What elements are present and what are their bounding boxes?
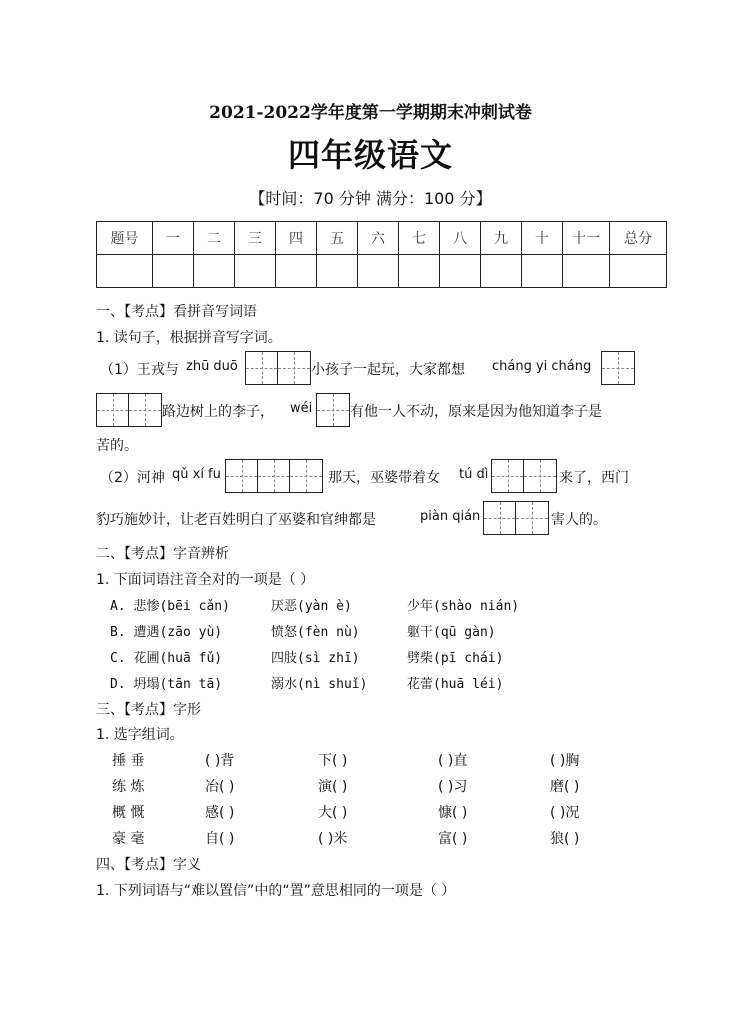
time-score-line: 【时间：70 分钟 满分：100 分】 <box>249 189 492 208</box>
passage2-text-e: 害人的。 <box>551 512 607 528</box>
pinyin-quxifu: qǔ xí fu <box>172 467 221 482</box>
score-cell[interactable] <box>610 255 667 288</box>
score-cell[interactable] <box>440 255 481 288</box>
char-pair: 捶 垂 <box>112 753 145 769</box>
word-blank[interactable]: ( )直 <box>438 753 468 769</box>
answer-cell[interactable] <box>484 502 516 534</box>
word-blank[interactable]: 狼( ) <box>550 831 580 847</box>
option-b-word2: 愤怒(fèn nù) <box>271 625 360 640</box>
score-cell[interactable] <box>399 255 440 288</box>
word-blank[interactable]: 慷( ) <box>438 805 468 821</box>
answer-grid-pianqian[interactable] <box>483 501 549 535</box>
char-pair: 豪 毫 <box>112 831 145 847</box>
answer-grid-zhuduo[interactable] <box>245 351 311 385</box>
option-d[interactable]: D. 坍塌(tān tā) <box>110 677 223 692</box>
score-cell[interactable] <box>276 255 317 288</box>
score-col-header: 二 <box>194 222 235 255</box>
word-blank[interactable]: 磨( ) <box>550 779 580 795</box>
pinyin-wei: wéi <box>290 401 313 416</box>
option-a-word3: 少年(shào nián) <box>407 599 520 614</box>
score-cell[interactable] <box>235 255 276 288</box>
answer-cell[interactable] <box>524 460 556 492</box>
passage1-text-d: 有他一人不动，原来是因为他知道李子是 <box>350 404 602 420</box>
answer-grid-changyichang-1[interactable] <box>601 351 635 385</box>
answer-cell[interactable] <box>602 352 634 384</box>
section3-question: 1. 选字组词。 <box>96 727 184 743</box>
word-blank[interactable]: 下( ) <box>318 753 348 769</box>
section2-question: 1. 下面词语注音全对的一项是（ ） <box>96 572 315 588</box>
option-d-word2: 溺水(nì shuǐ) <box>271 677 368 692</box>
answer-cell[interactable] <box>258 460 290 492</box>
option-b-word3: 躯干(qū gàn) <box>407 625 496 640</box>
pinyin-changyichang: cháng yi cháng <box>492 359 592 374</box>
score-cell[interactable] <box>481 255 522 288</box>
passage2-text-b: 那天，巫婆带着女 <box>328 470 440 486</box>
score-col-header: 三 <box>235 222 276 255</box>
answer-grid-tudi[interactable] <box>491 459 557 493</box>
answer-cell[interactable] <box>129 394 161 426</box>
pinyin-zhuduo: zhū duō <box>186 359 238 374</box>
section2-heading: 二、【考点】字音辨析 <box>96 546 229 562</box>
score-col-header: 一 <box>153 222 194 255</box>
word-blank[interactable]: ( )胸 <box>550 753 580 769</box>
score-table-header-row <box>97 222 667 255</box>
score-table-entry-row <box>97 255 667 288</box>
word-blank[interactable]: 富( ) <box>438 831 468 847</box>
word-blank[interactable]: ( )况 <box>550 805 580 821</box>
word-blank[interactable]: ( )米 <box>318 831 348 847</box>
answer-cell[interactable] <box>492 460 524 492</box>
score-table-label: 题号 <box>97 222 153 255</box>
word-blank[interactable]: ( )背 <box>205 753 235 769</box>
score-cell[interactable] <box>522 255 563 288</box>
score-cell[interactable] <box>563 255 610 288</box>
score-table <box>96 221 667 288</box>
score-col-header: 十 <box>522 222 563 255</box>
exam-title: 2021-2022学年度第一学期期末冲刺试卷 <box>209 103 532 123</box>
answer-cell[interactable] <box>516 502 548 534</box>
answer-grid-wei[interactable] <box>316 393 350 427</box>
score-col-header: 总分 <box>610 222 667 255</box>
char-pair: 概 慨 <box>112 805 145 821</box>
section4-question: 1. 下列词语与“难以置信”中的“置”意思相同的一项是（ ） <box>96 883 456 899</box>
subject-title: 四年级语文 <box>287 136 453 174</box>
word-blank[interactable]: 冶( ) <box>205 779 235 795</box>
score-col-header: 五 <box>317 222 358 255</box>
answer-grid-changyichang-2[interactable] <box>96 393 162 427</box>
answer-cell[interactable] <box>317 394 349 426</box>
answer-cell[interactable] <box>226 460 258 492</box>
option-c-word2: 四肢(sì zhī) <box>271 651 360 666</box>
section1-heading: 一、【考点】看拼音写词语 <box>96 304 257 320</box>
score-cell[interactable] <box>358 255 399 288</box>
section4-heading: 四、【考点】字义 <box>96 857 201 873</box>
option-a-word2: 厌恶(yàn è) <box>271 599 352 614</box>
pinyin-pianqian: piàn qián <box>420 509 481 524</box>
word-blank[interactable]: 自( ) <box>205 831 235 847</box>
passage1-text-c: 路边树上的李子， <box>162 404 274 420</box>
pinyin-tudi: tú dì <box>459 467 489 482</box>
answer-cell[interactable] <box>290 460 322 492</box>
passage1-text-a: （1）王戎与 <box>100 362 179 378</box>
char-pair: 练 炼 <box>112 779 145 795</box>
word-blank[interactable]: ( )习 <box>438 779 468 795</box>
passage2-text-c: 来了，西门 <box>559 470 629 486</box>
answer-cell[interactable] <box>246 352 278 384</box>
section3-heading: 三、【考点】字形 <box>96 702 201 718</box>
score-col-header: 四 <box>276 222 317 255</box>
option-c-word3: 劈柴(pī chái) <box>407 651 504 666</box>
option-b[interactable]: B. 遭遇(zāo yù) <box>110 625 223 640</box>
passage1-text-e: 苦的。 <box>96 438 138 454</box>
option-c[interactable]: C. 花圃(huā fǔ) <box>110 651 223 666</box>
score-col-header: 九 <box>481 222 522 255</box>
score-cell[interactable] <box>317 255 358 288</box>
option-a[interactable]: A. 悲惨(bēi cǎn) <box>110 599 230 614</box>
score-col-header: 八 <box>440 222 481 255</box>
section1-question: 1. 读句子，根据拼音写字词。 <box>96 330 282 346</box>
word-blank[interactable]: 感( ) <box>205 805 235 821</box>
word-blank[interactable]: 大( ) <box>318 805 348 821</box>
passage2-text-d: 豹巧施妙计，让老百姓明白了巫婆和官绅都是 <box>96 512 376 528</box>
passage1-text-b: 小孩子一起玩，大家都想 <box>311 362 465 378</box>
answer-cell[interactable] <box>278 352 310 384</box>
option-d-word3: 花蕾(huā léi) <box>407 677 504 692</box>
score-col-header: 七 <box>399 222 440 255</box>
answer-grid-quxifu[interactable] <box>225 459 323 493</box>
word-blank[interactable]: 演( ) <box>318 779 348 795</box>
score-cell[interactable] <box>97 255 153 288</box>
answer-cell[interactable] <box>97 394 129 426</box>
score-col-header: 十一 <box>563 222 610 255</box>
score-cell[interactable] <box>153 255 194 288</box>
score-cell[interactable] <box>194 255 235 288</box>
passage2-text-a: （2）河神 <box>100 470 165 486</box>
score-col-header: 六 <box>358 222 399 255</box>
